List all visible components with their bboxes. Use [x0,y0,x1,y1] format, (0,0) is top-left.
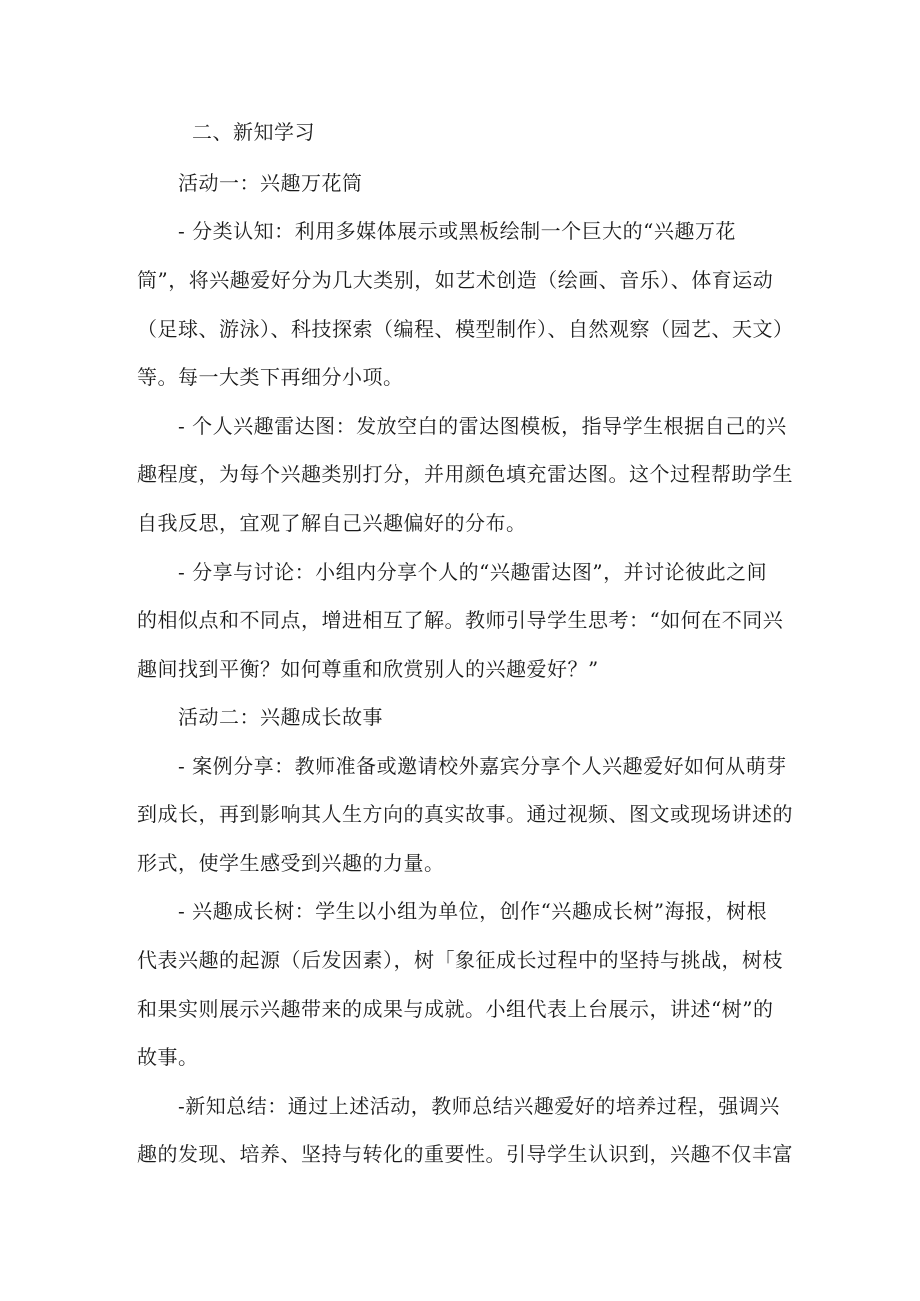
activity2-item2-line3: 和果实则展示兴趣带来的成果与成就。小组代表上台展示，讲述“树”的 [137,997,774,1021]
section-title: 二、新知学习 [192,120,315,144]
activity1-item1-line4: 等。每一大类下再细分小项。 [137,365,404,389]
activity2-item1-line1: - 案例分享：教师准备或邀请校外嘉宾分享个人兴趣爱好如何从萌芽 [178,754,787,778]
activity1-item2-line3: 自我反思，宜观了解自己兴趣偏好的分布。 [137,511,527,535]
activity1-item3-line3: 趣间找到平衡？如何尊重和欣赏别人的兴趣爱好？” [137,657,599,681]
activity1-item1-line2: 筒”，将兴趣爱好分为几大类别，如艺术创造（绘画、音乐）、体育运动 [137,268,774,292]
activity2-title: 活动二：兴趣成长故事 [178,705,383,729]
activity1-title: 活动一：兴趣万花筒 [178,171,363,195]
activity2-item2-line1: - 兴趣成长树：学生以小组为单位，创作“兴趣成长树”海报，树根 [178,899,768,923]
activity2-summary-line2: 趣的发现、培养、坚持与转化的重要性。引导学生认识到，兴趣不仅丰富 [137,1142,793,1166]
activity1-item2-line1: - 个人兴趣雷达图：发放空白的雷达图模板，指导学生根据自己的兴 [178,414,787,438]
activity2-summary-line1: -新知总结：通过上述活动，教师总结兴趣爱好的培养过程，强调兴 [178,1094,780,1118]
activity1-item1-line3: （足球、游泳）、科技探索（编程、模型制作）、自然观察（园艺、天文） [137,317,794,341]
activity1-item3-line1: - 分享与讨论：小组内分享个人的“兴趣雷达图”，并讨论彼此之间 [178,560,768,584]
activity1-item1-line1: - 分类认知：利用多媒体展示或黑板绘制一个巨大的“兴趣万花 [178,219,736,243]
activity2-item2-line4: 故事。 [137,1045,199,1069]
activity2-item2-line2: 代表兴趣的起源（后发因素），树「象征成长过程中的坚持与挑战，树枝 [137,948,783,972]
activity2-item1-line2: 到成长，再到影响其人生方向的真实故事。通过视频、图文或现场讲述的 [137,802,793,826]
activity1-item2-line2: 趣程度，为每个兴趣类别打分，并用颜色填充雷达图。这个过程帮助学生 [137,462,793,486]
activity1-item3-line2: 的相似点和不同点，增进相互了解。教师引导学生思考：“如何在不同兴 [137,608,784,632]
activity2-item1-line3: 形式，使学生感受到兴趣的力量。 [137,851,445,875]
